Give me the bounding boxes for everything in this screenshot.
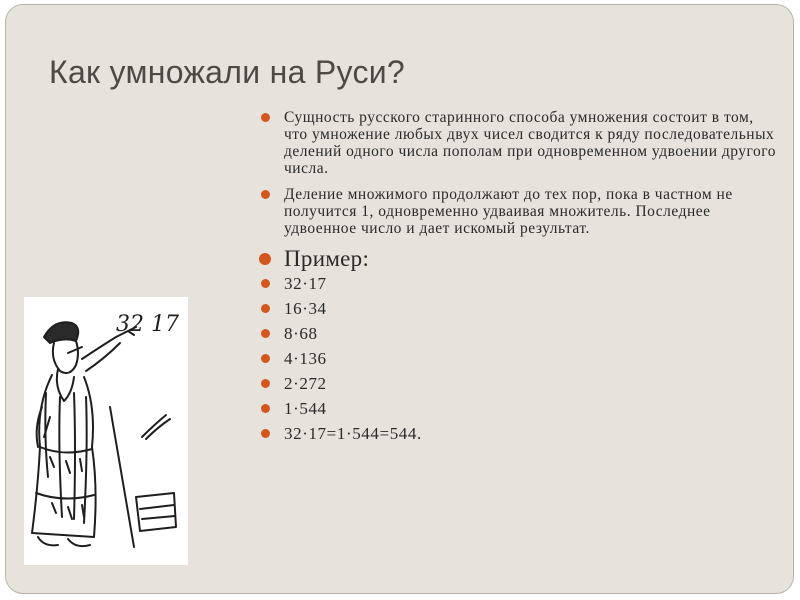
step-item — [259, 425, 779, 443]
bullet-icon — [261, 429, 270, 438]
slide-title: Как умножали на Руси? — [49, 54, 406, 90]
step-text: 4·136 — [284, 349, 327, 368]
step-item — [259, 300, 779, 318]
step-text: 8·68 — [284, 324, 318, 343]
step-item — [259, 275, 779, 293]
bullet-icon — [261, 279, 270, 288]
step-item — [259, 325, 779, 343]
paragraph-text: Сущность русского старинного способа умножения состоит в том, что умножение любых двух чисел сводится к ряду последовательных делений одного числа пополам при одновременном удвоении другого числа. — [284, 109, 777, 177]
bullet-icon — [261, 354, 270, 363]
paragraph-text: Деление множимого продолжают до тех пор, пока в частном не получится 1, одновременно удваивая множитель. Последнее удвоенное число и дает искомый результат. — [284, 186, 733, 237]
slide — [5, 4, 794, 594]
scholar-illustration — [24, 297, 188, 565]
step-text: 32·17=1·544=544. — [284, 424, 422, 443]
step-text: 16·34 — [284, 299, 327, 318]
step-item — [259, 400, 779, 418]
handwritten-numbers: 32 17 — [116, 312, 179, 337]
step-text: 2·272 — [284, 374, 327, 393]
step-item — [259, 350, 779, 368]
step-item — [259, 375, 779, 393]
bullet-icon — [261, 113, 270, 122]
paragraph-item — [259, 186, 779, 237]
paragraph-item — [259, 109, 779, 177]
step-text: 1·544 — [284, 399, 327, 418]
scholar-drawing-icon — [24, 297, 188, 565]
bullet-icon — [259, 253, 271, 265]
bullet-icon — [261, 329, 270, 338]
bullet-icon — [261, 304, 270, 313]
bullet-icon — [261, 190, 270, 199]
content-list — [259, 109, 779, 450]
step-text: 32·17 — [284, 274, 327, 293]
example-heading — [259, 246, 779, 272]
bullet-icon — [261, 379, 270, 388]
example-heading-text: Пример: — [284, 246, 370, 271]
bullet-icon — [261, 404, 270, 413]
